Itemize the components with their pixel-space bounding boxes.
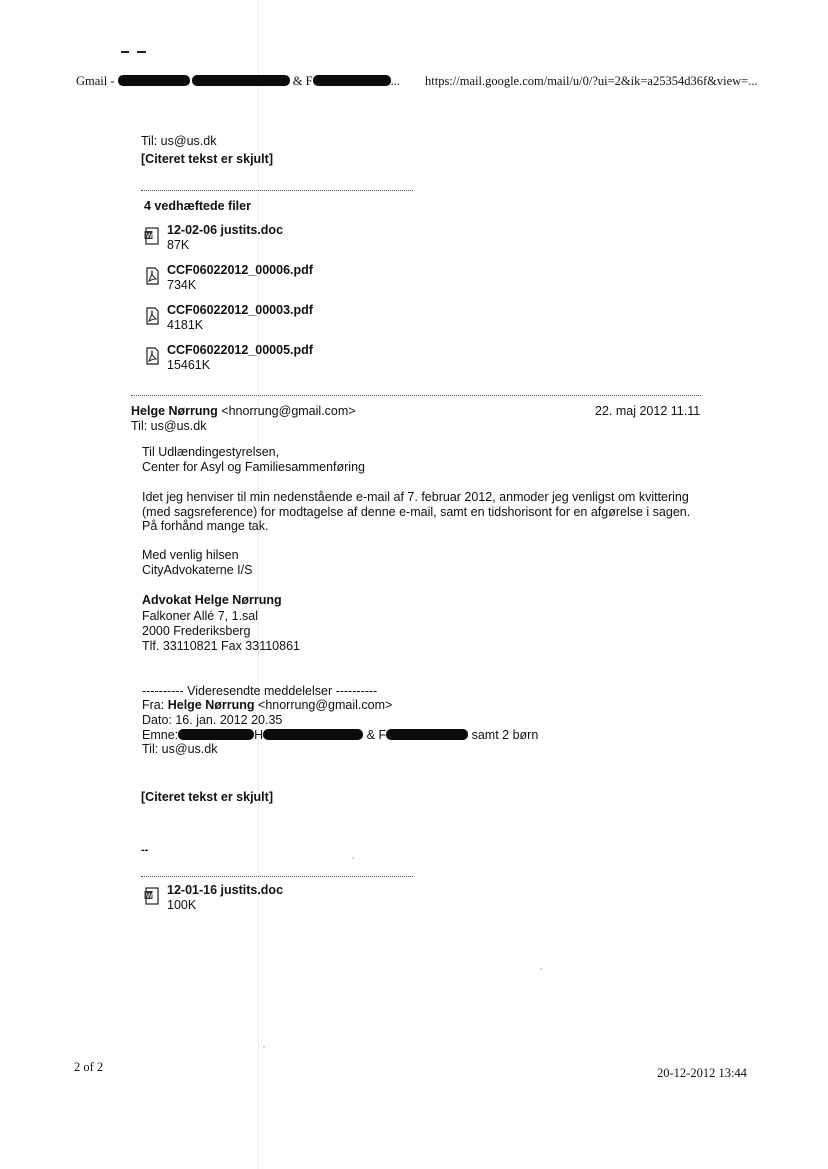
divider (141, 190, 413, 191)
svg-text:W: W (146, 233, 153, 240)
attachment-size: 15461K (167, 358, 211, 372)
signature-address: 2000 Frederiksberg (142, 624, 251, 638)
redaction-bar (178, 729, 254, 740)
forwarded-subject (142, 728, 538, 742)
redaction-bar (192, 75, 290, 86)
subject-label: Emne: (142, 728, 179, 742)
pdf-icon (144, 307, 160, 325)
sender (131, 404, 356, 418)
attachments-heading: 4 vedhæftede filer (144, 199, 251, 213)
pdf-icon (144, 347, 160, 365)
attachment-name[interactable]: CCF06022012_00006.pdf (167, 263, 313, 277)
doc-icon (144, 227, 160, 245)
title-prefix: Gmail - (76, 74, 115, 88)
attachment-size: 100K (167, 898, 197, 912)
attachment-size: 4181K (167, 318, 204, 332)
forwarded-from (142, 698, 392, 712)
scan-artifact-line (258, 0, 259, 1169)
attachment-name[interactable]: 12-02-06 justits.doc (167, 223, 284, 237)
redaction-bar (386, 729, 468, 740)
scan-speck (540, 968, 542, 970)
body-line: På forhånd mange tak. (142, 519, 269, 533)
closing-line: Med venlig hilsen (142, 548, 239, 562)
redaction-bar (263, 729, 363, 740)
attachment-name[interactable]: CCF06022012_00003.pdf (167, 303, 313, 317)
svg-text:W: W (146, 893, 153, 900)
to-line: Til: us@us.dk (141, 134, 217, 148)
attachment-name[interactable]: CCF06022012_00005.pdf (167, 343, 313, 357)
sender-email[interactable]: <hnorrung@gmail.com> (221, 404, 356, 418)
body-line: Idet jeg henviser til min nedenstående e-mail af 7. februar 2012, anmoder jeg venligst om kvittering (142, 490, 689, 504)
forwarded-to: Til: us@us.dk (142, 742, 218, 756)
page-title (76, 74, 400, 89)
print-header (76, 74, 756, 92)
scan-speck (263, 1046, 265, 1048)
divider (141, 876, 413, 877)
print-timestamp: 20-12-2012 13:44 (657, 1066, 747, 1080)
body-line: Center for Asyl og Familiesammenføring (142, 460, 365, 474)
scan-mark (121, 50, 151, 54)
quoted-text-hidden-link[interactable]: [Citeret tekst er skjult] (141, 790, 273, 804)
subject-tail: samt 2 børn (471, 728, 539, 742)
message-divider (131, 395, 701, 396)
message-date: 22. maj 2012 11.11 (595, 404, 701, 418)
forwarded-date: Dato: 16. jan. 2012 20.35 (142, 713, 283, 727)
title-ellipsis: ... (390, 74, 400, 88)
to-line: Til: us@us.dk (131, 419, 207, 433)
attachment-size: 734K (167, 278, 197, 292)
redaction-bar (313, 75, 391, 86)
title-amp: & F (292, 74, 313, 88)
page-url: https://mail.google.com/mail/u/0/?ui=2&ik=a25354d36f&view=... (425, 74, 758, 88)
quoted-text-hidden-link[interactable]: [Citeret tekst er skjult] (141, 152, 273, 166)
sender-name: Helge Nørrung (131, 404, 218, 418)
signature-address: Falkoner Allé 7, 1.sal (142, 609, 259, 623)
signature-phone: Tlf. 33110821 Fax 33110861 (142, 639, 300, 653)
forwarded-header: ---------- Videresendte meddelelser ---------- (142, 684, 378, 698)
page-number: 2 of 2 (74, 1060, 104, 1074)
subject-amp: & F (366, 728, 387, 742)
body-line: (med sagsreference) for modtagelse af denne e-mail, samt en tidshorisont for en afgørelse i sagen. (142, 505, 691, 519)
from-name: Helge Nørrung (167, 698, 255, 712)
closing-line: CityAdvokaterne I/S (142, 563, 253, 577)
attachment-name[interactable]: 12-01-16 justits.doc (167, 883, 284, 897)
attachment-size: 87K (167, 238, 190, 252)
from-label: Fra: (142, 698, 165, 712)
from-email[interactable]: <hnorrung@gmail.com> (258, 698, 393, 712)
subject-h: H (254, 728, 264, 742)
pdf-icon (144, 267, 160, 285)
signature-separator: -- (141, 844, 149, 856)
redaction-bar (118, 75, 190, 86)
body-line: Til Udlændingestyrelsen, (142, 445, 280, 459)
signature-name: Advokat Helge Nørrung (142, 593, 282, 607)
scan-speck (352, 857, 354, 859)
doc-icon (144, 887, 160, 905)
